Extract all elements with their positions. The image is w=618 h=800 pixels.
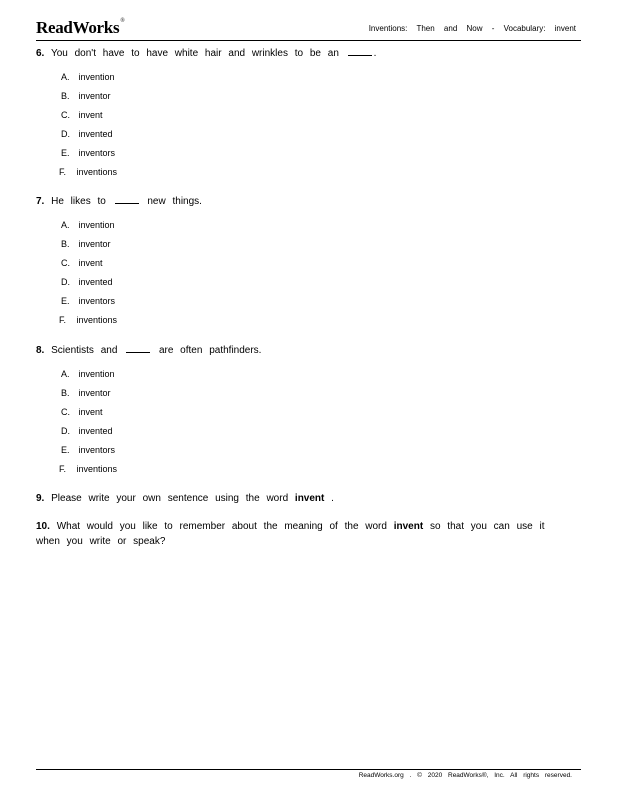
- question-number: 7.: [36, 196, 45, 207]
- option[interactable]: F. inventions: [59, 464, 118, 474]
- question-number: 9.: [36, 493, 45, 504]
- question-text: He likes to: [51, 196, 106, 207]
- question-8-options: [61, 368, 117, 482]
- question-text: Please write your own sentence using the word: [51, 493, 289, 504]
- option[interactable]: E. inventors: [61, 445, 116, 455]
- question-6-options: [61, 71, 117, 185]
- option[interactable]: D. invented: [61, 426, 113, 436]
- question-number: 10.: [36, 521, 50, 532]
- question-text-end: are often pathfinders.: [158, 345, 262, 356]
- vocab-word: invent: [393, 521, 424, 532]
- option[interactable]: B. inventor: [61, 91, 111, 101]
- option[interactable]: A. invention: [61, 72, 115, 82]
- footer-copyright: ReadWorks.org . © 2020 ReadWorks®, Inc. All rights reserved.: [358, 772, 572, 779]
- option[interactable]: D. invented: [61, 277, 113, 287]
- question-text: You don't have to have white hair and wrinkles to be an: [50, 48, 339, 59]
- question-text-end: so that you can use it when you write or speak?: [36, 521, 545, 547]
- readworks-logo: ReadWorks®: [36, 18, 125, 37]
- question-text-end: new things.: [147, 196, 202, 207]
- option[interactable]: C. invent: [61, 110, 103, 120]
- question-9: [36, 491, 556, 506]
- option[interactable]: D. invented: [61, 129, 113, 139]
- header-title: Inventions: Then and Now - Vocabulary: invent: [368, 24, 576, 33]
- question-number: 6.: [36, 48, 45, 59]
- question-10: [36, 519, 551, 549]
- answer-blank: [115, 195, 139, 204]
- question-8: [36, 343, 556, 358]
- option[interactable]: A. invention: [61, 220, 115, 230]
- option[interactable]: F. inventions: [59, 315, 118, 325]
- option[interactable]: A. invention: [61, 369, 115, 379]
- registered-mark: ®: [120, 18, 125, 24]
- option[interactable]: E. inventors: [61, 296, 116, 306]
- question-text: Scientists and: [51, 345, 118, 356]
- question-text-end: .: [331, 493, 334, 504]
- header-rule: [36, 40, 581, 41]
- answer-blank: [126, 344, 150, 353]
- option[interactable]: F. inventions: [59, 167, 118, 177]
- footer-rule: [36, 769, 581, 770]
- question-text: What would you like to remember about the meaning of the word: [56, 521, 387, 532]
- question-text-end: .: [373, 48, 377, 59]
- question-number: 8.: [36, 345, 45, 356]
- vocab-word: invent: [294, 493, 325, 504]
- option[interactable]: B. inventor: [61, 239, 111, 249]
- option[interactable]: E. inventors: [61, 148, 116, 158]
- option[interactable]: C. invent: [61, 258, 103, 268]
- question-6: [36, 46, 556, 61]
- question-7: [36, 194, 556, 209]
- question-7-options: [61, 219, 117, 333]
- option[interactable]: C. invent: [61, 407, 103, 417]
- option[interactable]: B. inventor: [61, 388, 111, 398]
- answer-blank: [348, 47, 372, 56]
